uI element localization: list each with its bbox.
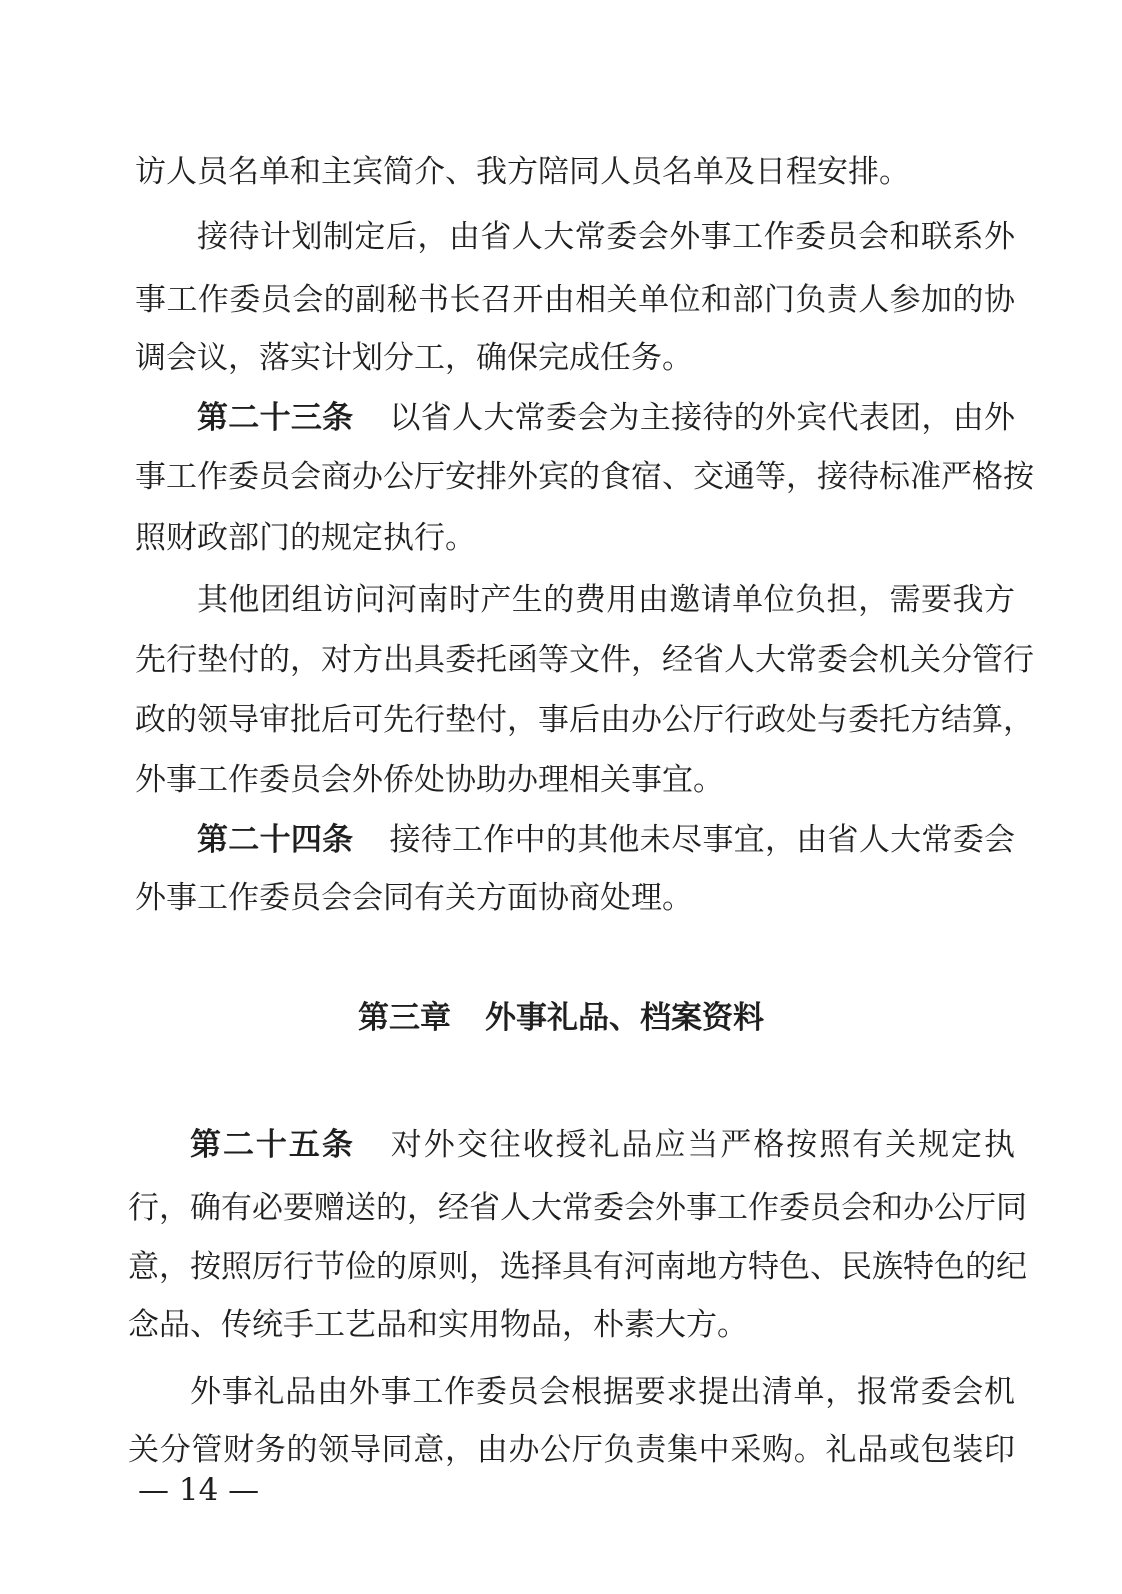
text-span: 以省人大常委会为主接待的外宾代表团，由外 — [389, 400, 1016, 436]
text-span: 接待工作中的其他未尽事宜，由省人大常委会 — [389, 822, 1016, 858]
article-heading: 第二十四条 — [197, 822, 354, 858]
text-line: 接待计划制定后，由省人大常委会外事工作委员会和联系外 — [197, 219, 1015, 255]
text-line: 其他团组访问河南时产生的费用由邀请单位负担，需要我方 — [197, 582, 1015, 618]
text-line: 政的领导审批后可先行垫付，事后由办公厅行政处与委托方结算， — [135, 702, 1034, 738]
chapter-title: 外事礼品、档案资料 — [485, 1000, 764, 1036]
chapter-number: 第三章 — [358, 1000, 451, 1036]
text-line: 照财政部门的规定执行。 — [135, 520, 476, 556]
text-line: 外事工作委员会会同有关方面协商处理。 — [135, 880, 693, 916]
article-heading: 第二十五条 — [190, 1127, 355, 1163]
text-line: 念品、传统手工艺品和实用物品，朴素大方。 — [128, 1307, 748, 1343]
text-line: 事工作委员会商办公厅安排外宾的食宿、交通等，接待标准严格按 — [135, 459, 1034, 495]
text-span: 对外交往收授礼品应当严格按照有关规定执 — [390, 1127, 1016, 1163]
chapter-heading — [0, 998, 1122, 1038]
text-line: 事工作委员会的副秘书长召开由相关单位和部门负责人参加的协 — [135, 282, 1015, 318]
text-line: 先行垫付的，对方出具委托函等文件，经省人大常委会机关分管行 — [135, 642, 1034, 678]
text-line: 访人员名单和主宾简介、我方陪同人员名单及日程安排。 — [135, 154, 910, 190]
text-line: 外事工作委员会外侨处协助办理相关事宜。 — [135, 762, 724, 798]
text-line: 行，确有必要赠送的，经省人大常委会外事工作委员会和办公厅同 — [128, 1190, 1027, 1226]
text-line: 意，按照厉行节俭的原则，选择具有河南地方特色、民族特色的纪 — [128, 1249, 1027, 1285]
article-23-first-line — [197, 398, 1015, 438]
text-line: 调会议，落实计划分工，确保完成任务。 — [135, 340, 693, 376]
page-number: — 14 — — [138, 1472, 260, 1508]
text-line: 外事礼品由外事工作委员会根据要求提出清单，报常委会机 — [190, 1374, 1015, 1410]
article-24-first-line — [197, 820, 1015, 860]
text-line: 关分管财务的领导同意，由办公厅负责集中采购。礼品或包装印 — [128, 1432, 1015, 1468]
article-heading: 第二十三条 — [197, 400, 354, 436]
article-25-first-line — [190, 1125, 1015, 1165]
